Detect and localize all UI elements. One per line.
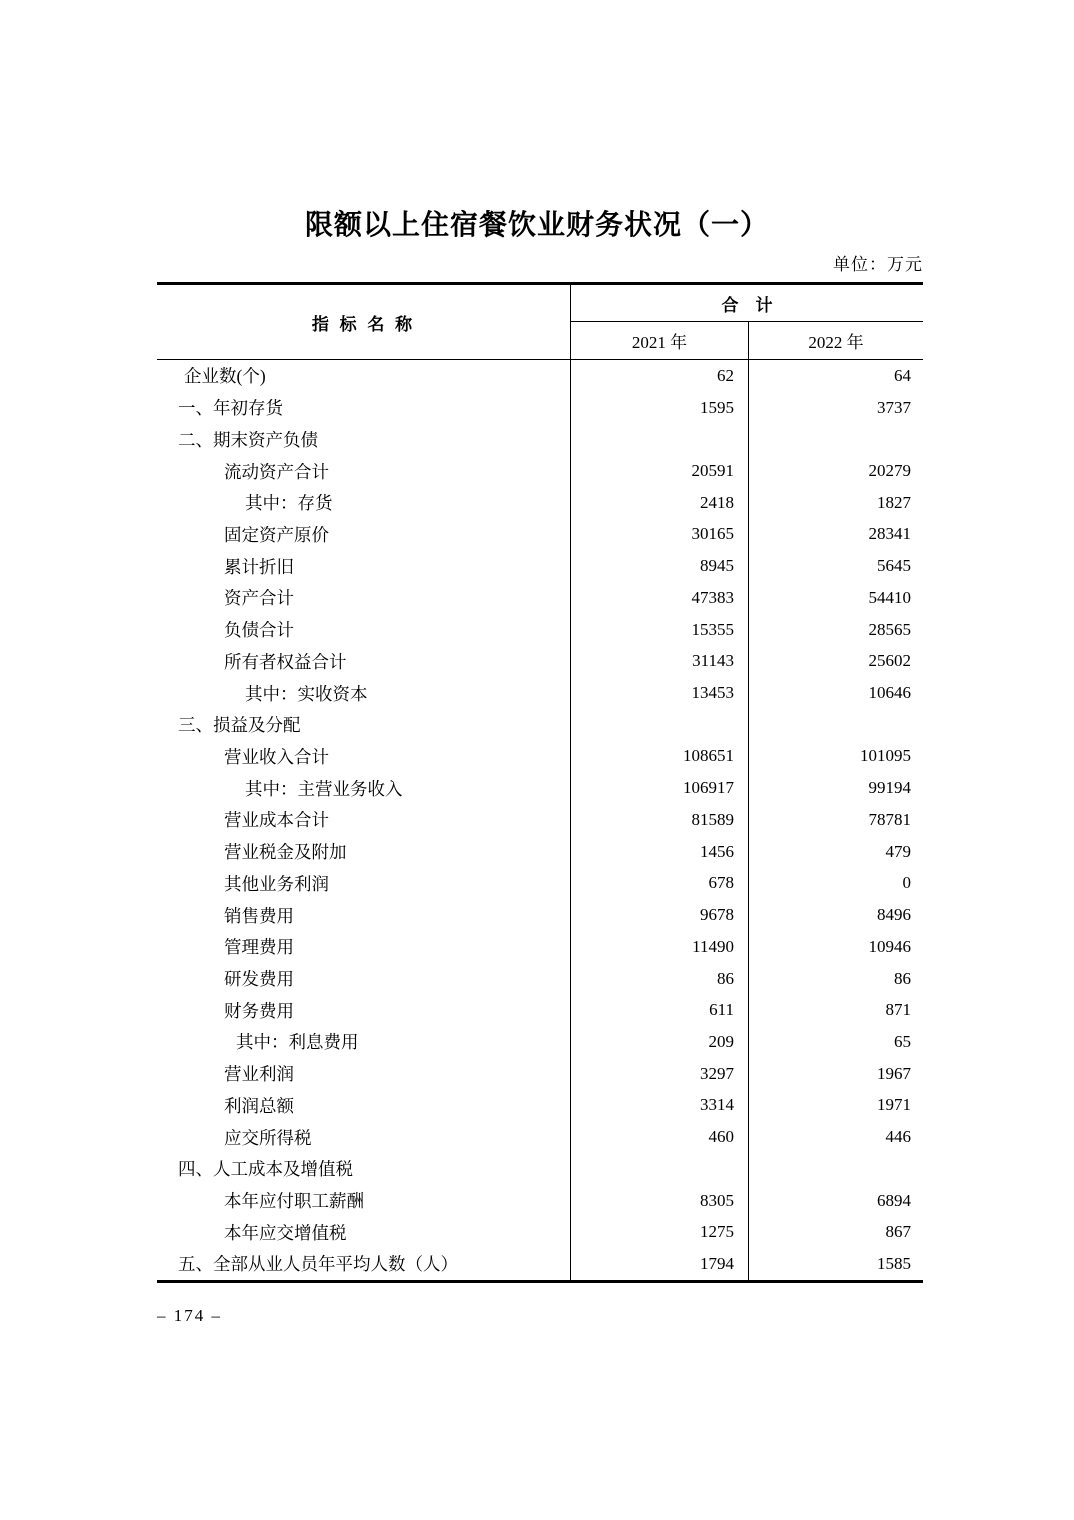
indicator-name-cell: 所有者权益合计	[224, 651, 347, 672]
value-2022-cell: 871	[748, 994, 923, 1026]
value-2021-cell: 47383	[570, 582, 748, 614]
table-row	[157, 423, 923, 455]
value-2022-cell: 20279	[748, 455, 923, 487]
value-2021-cell	[570, 1153, 748, 1185]
indicator-name-cell: 资产合计	[224, 588, 294, 609]
table-header	[157, 285, 923, 360]
value-2021-cell: 1456	[570, 836, 748, 868]
indicator-name-cell: 销售费用	[224, 905, 294, 926]
value-2022-cell: 8496	[748, 899, 923, 931]
table-row	[157, 392, 923, 424]
value-2022-cell: 54410	[748, 582, 923, 614]
value-2021-cell: 30165	[570, 519, 748, 551]
value-2021-cell: 108651	[570, 741, 748, 773]
value-2021-cell: 15355	[570, 614, 748, 646]
value-2022-cell	[748, 1153, 923, 1185]
value-2022-cell: 65	[748, 1026, 923, 1058]
value-2022-cell: 86	[748, 963, 923, 995]
table-row	[157, 1185, 923, 1217]
value-2022-cell: 10646	[748, 677, 923, 709]
value-2021-cell: 1794	[570, 1248, 748, 1280]
table-row	[157, 1153, 923, 1185]
table-row	[157, 550, 923, 582]
indicator-name-cell: 其中：存货	[245, 493, 333, 514]
indicator-name-cell: 其中：利息费用	[236, 1032, 359, 1053]
value-2022-cell: 6894	[748, 1185, 923, 1217]
table-row	[157, 582, 923, 614]
indicator-name-cell: 累计折旧	[224, 556, 294, 577]
value-2021-cell: 62	[570, 360, 748, 392]
indicator-name-cell: 四、人工成本及增值税	[178, 1159, 353, 1180]
value-2021-cell: 678	[570, 868, 748, 900]
table-row	[157, 1090, 923, 1122]
indicator-name-cell: 财务费用	[224, 1000, 294, 1021]
value-2021-cell	[570, 423, 748, 455]
indicator-name-cell: 研发费用	[224, 969, 294, 990]
indicator-name-cell: 营业税金及附加	[224, 842, 347, 863]
value-2021-cell: 11490	[570, 931, 748, 963]
value-2021-cell: 31143	[570, 645, 748, 677]
value-2021-cell: 106917	[570, 772, 748, 804]
value-2022-cell	[748, 709, 923, 741]
table-row	[157, 709, 923, 741]
indicator-name-cell: 五、全部从业人员年平均人数（人）	[178, 1254, 458, 1275]
value-2021-cell: 81589	[570, 804, 748, 836]
value-2021-cell: 8305	[570, 1185, 748, 1217]
value-2021-cell: 20591	[570, 455, 748, 487]
indicator-name-cell: 其中：实收资本	[245, 683, 368, 704]
indicator-name-cell: 营业成本合计	[224, 810, 329, 831]
value-2021-cell: 8945	[570, 550, 748, 582]
table-row	[157, 1121, 923, 1153]
value-2022-cell: 479	[748, 836, 923, 868]
table-row	[157, 645, 923, 677]
page-title: 限额以上住宿餐饮业财务状况（一）	[304, 210, 769, 241]
table-row	[157, 931, 923, 963]
table-row	[157, 519, 923, 551]
indicator-name-cell: 一、年初存货	[178, 398, 283, 419]
indicator-name-cell: 本年应付职工薪酬	[224, 1191, 364, 1212]
value-2022-cell: 1971	[748, 1090, 923, 1122]
value-2022-cell: 99194	[748, 772, 923, 804]
value-2022-cell: 5645	[748, 550, 923, 582]
page-number: – 174 –	[157, 1306, 222, 1325]
total-group-header: 合 计	[570, 285, 923, 322]
value-2021-cell: 9678	[570, 899, 748, 931]
unit-label: 单位：万元	[833, 255, 923, 274]
indicator-name-cell: 固定资产原价	[224, 524, 329, 545]
value-2021-cell: 86	[570, 963, 748, 995]
table-row	[157, 455, 923, 487]
financial-table	[157, 282, 923, 1283]
table-body	[157, 360, 923, 1280]
indicator-name-cell: 企业数(个)	[184, 366, 266, 387]
table-row	[157, 487, 923, 519]
value-2022-cell: 28341	[748, 519, 923, 551]
table-row	[157, 677, 923, 709]
value-2022-cell	[748, 423, 923, 455]
value-2022-cell: 1827	[748, 487, 923, 519]
value-2021-cell: 2418	[570, 487, 748, 519]
value-2021-cell: 3314	[570, 1090, 748, 1122]
value-2021-cell: 13453	[570, 677, 748, 709]
value-2022-cell: 25602	[748, 645, 923, 677]
value-2022-cell: 446	[748, 1121, 923, 1153]
value-2022-cell: 10946	[748, 931, 923, 963]
indicator-name-cell: 流动资产合计	[224, 461, 329, 482]
value-2021-cell	[570, 709, 748, 741]
table-row	[157, 1026, 923, 1058]
indicator-name-header: 指 标 名 称	[311, 314, 416, 334]
table-row	[157, 899, 923, 931]
table-row	[157, 994, 923, 1026]
value-2022-cell: 1967	[748, 1058, 923, 1090]
indicator-name-cell: 本年应交增值税	[224, 1222, 347, 1243]
value-2022-cell: 78781	[748, 804, 923, 836]
indicator-name-cell: 营业收入合计	[224, 746, 329, 767]
value-2022-cell: 3737	[748, 392, 923, 424]
value-2021-cell: 611	[570, 994, 748, 1026]
year-2022-header: 2022 年	[748, 322, 923, 359]
table-row	[157, 804, 923, 836]
value-2021-cell: 1275	[570, 1216, 748, 1248]
year-2021-header: 2021 年	[570, 322, 748, 359]
indicator-name-cell: 其他业务利润	[224, 873, 329, 894]
table-row	[157, 1058, 923, 1090]
value-2022-cell: 0	[748, 868, 923, 900]
table-row	[157, 963, 923, 995]
value-2021-cell: 3297	[570, 1058, 748, 1090]
value-2021-cell: 209	[570, 1026, 748, 1058]
value-2021-cell: 1595	[570, 392, 748, 424]
value-2022-cell: 1585	[748, 1248, 923, 1280]
table-row	[157, 1248, 923, 1280]
table-row	[157, 836, 923, 868]
indicator-name-cell: 管理费用	[224, 937, 294, 958]
value-2022-cell: 64	[748, 360, 923, 392]
indicator-name-cell: 营业利润	[224, 1064, 294, 1085]
table-row	[157, 614, 923, 646]
value-2021-cell: 460	[570, 1121, 748, 1153]
value-2022-cell: 101095	[748, 741, 923, 773]
table-row	[157, 741, 923, 773]
indicator-name-cell: 负债合计	[224, 620, 294, 641]
indicator-name-cell: 三、损益及分配	[178, 715, 301, 736]
table-row	[157, 868, 923, 900]
table-row	[157, 772, 923, 804]
value-2022-cell: 28565	[748, 614, 923, 646]
value-2022-cell: 867	[748, 1216, 923, 1248]
indicator-name-cell: 其中：主营业务收入	[245, 778, 403, 799]
table-row	[157, 360, 923, 392]
indicator-name-cell: 二、期末资产负债	[178, 429, 318, 450]
indicator-name-cell: 利润总额	[224, 1095, 294, 1116]
indicator-name-cell: 应交所得税	[224, 1127, 312, 1148]
table-row	[157, 1216, 923, 1248]
